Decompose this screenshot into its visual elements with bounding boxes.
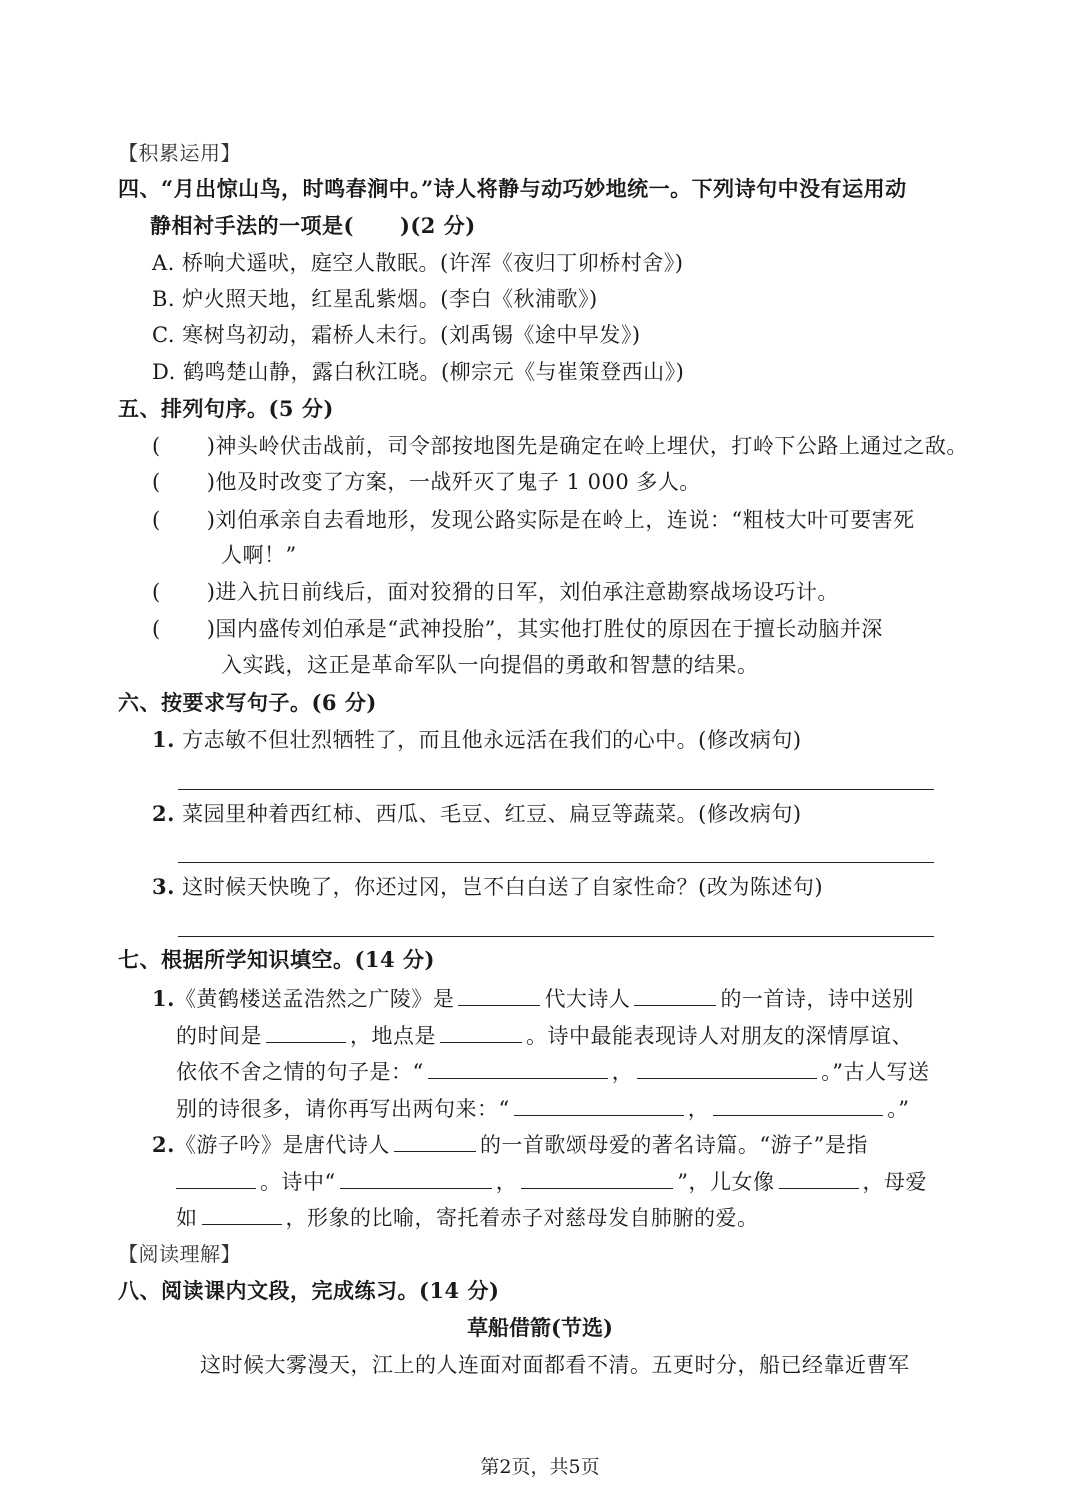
q7-i2-c: 。诗中“ — [260, 1170, 336, 1194]
q7-i2-g: 如 — [176, 1206, 198, 1230]
q7-item-1-num: 1. — [152, 986, 175, 1011]
q7-i1-h: ， — [611, 1060, 634, 1084]
q4-option-b: B. 炉火照天地，红星乱紫烟。(李白《秋浦歌》) — [152, 287, 598, 311]
q7-i1-i: 。”古人写送 — [821, 1060, 930, 1084]
page-footer: 第2页，共5页 — [480, 1456, 600, 1478]
q6-item-3-num: 3. — [152, 874, 175, 899]
q5-item-5-text: 国内盛传刘伯承是“武神投胎”，其实他打胜仗的原因在于擅长动脑并深 — [215, 617, 883, 641]
q5-item-2: ( )他及时改变了方案，一战歼灭了鬼子 1 000 多人。 — [152, 470, 701, 494]
q7-i1-g: 依依不舍之情的句子是：“ — [176, 1060, 424, 1084]
q7-i2-d: ， — [495, 1170, 518, 1194]
q7-i1-e: ，地点是 — [350, 1024, 436, 1048]
q6-item-3-text: 这时候天快晚了，你还过冈，岂不白白送了自家性命？(改为陈述句) — [182, 875, 824, 899]
q7-blank-mother-love[interactable] — [202, 1202, 282, 1225]
q7-i1-c: 的一首诗，诗中送别 — [720, 987, 914, 1011]
q4-score: )(2 分) — [399, 213, 476, 238]
passage-line-1: 这时候大雾漫天，江上的人连面对面都看不清。五更时分，船已经靠近曹军 — [200, 1353, 910, 1377]
q7-item-1-line1 — [152, 983, 914, 1014]
q7-blank-time[interactable] — [266, 1020, 346, 1043]
q6-answer-line-2[interactable] — [178, 862, 934, 863]
q5-item-5: ( )国内盛传刘伯承是“武神投胎”，其实他打胜仗的原因在于擅长动脑并深 — [152, 617, 883, 641]
q7-item-1-line2 — [176, 1020, 913, 1051]
q7-blank-verse-b[interactable] — [521, 1166, 673, 1189]
q6-answer-line-1[interactable] — [178, 789, 934, 790]
passage-title: 草船借箭(节选) — [467, 1315, 613, 1340]
q5-title: 五、排列句序。(5 分) — [118, 396, 334, 421]
q6-item-1-num: 1. — [152, 727, 175, 752]
q7-i1-b: 代大诗人 — [544, 987, 631, 1011]
q6-item-1-text: 方志敏不但壮烈牺牲了，而且他永远活在我们的心中。(修改病句) — [182, 728, 802, 752]
q7-item-2-line2 — [176, 1166, 927, 1197]
q6-item-2 — [152, 799, 802, 829]
q7-item-1-line3 — [176, 1056, 930, 1087]
q7-i1-a: 《黄鹤楼送孟浩然之广陵》是 — [174, 987, 455, 1011]
q7-i2-a: 《游子吟》是唐代诗人 — [174, 1133, 390, 1157]
q5-item-4: ( )进入抗日前线后，面对狡猾的日军，刘伯承注意勘察战场设巧计。 — [152, 580, 839, 604]
q7-i2-h: ，形象的比喻，寄托着赤子对慈母发自肺腑的爱。 — [285, 1206, 759, 1230]
q7-i1-l: 。” — [887, 1097, 910, 1121]
q7-blank-farewell-b[interactable] — [713, 1093, 883, 1116]
q7-blank-line-a[interactable] — [428, 1056, 608, 1079]
q7-blank-verse-a[interactable] — [340, 1166, 492, 1189]
q7-item-1-line4 — [176, 1093, 910, 1124]
q7-blank-poet-2[interactable] — [394, 1129, 476, 1152]
q7-blank-poet[interactable] — [634, 983, 716, 1006]
q4-option-d: D. 鹤鸣楚山静，露白秋江晓。(柳宗元《与崔策登西山》) — [152, 360, 685, 384]
q6-title: 六、按要求写句子。(6 分) — [118, 690, 377, 715]
q7-blank-farewell-a[interactable] — [514, 1093, 684, 1116]
q7-item-2-line1 — [152, 1129, 868, 1160]
q4-stem-line1: 四、“月出惊山鸟，时鸣春涧中。”诗人将静与动巧妙地统一。下列诗句中没有运用动 — [118, 176, 907, 201]
q7-i1-f: 。诗中最能表现诗人对朋友的深情厚谊、 — [526, 1024, 913, 1048]
q5-item-1-text: 神头岭伏击战前，司令部按地图先是确定在岭上埋伏，打岭下公路上通过之敌。 — [215, 434, 968, 458]
q7-blank-youzi[interactable] — [176, 1166, 256, 1189]
q4-option-a: A. 桥响犬遥吠，庭空人散眠。(许浑《夜归丁卯桥村舍》) — [152, 251, 684, 275]
q5-item-2-text: 他及时改变了方案，一战歼灭了鬼子 1 000 多人。 — [215, 470, 701, 494]
q6-item-1 — [152, 725, 802, 755]
q4-option-c: C. 寒树鸟初动，霜桥人未行。(刘禹锡《途中早发》) — [152, 323, 641, 347]
q7-i2-f: ，母爱 — [862, 1170, 927, 1194]
q7-item-2-line3 — [176, 1202, 759, 1233]
q8-title: 八、阅读课内文段，完成练习。(14 分) — [118, 1278, 500, 1303]
q6-item-2-text: 菜园里种着西红柿、西瓜、毛豆、红豆、扁豆等蔬菜。(修改病句) — [182, 802, 802, 826]
q5-item-1: ( )神头岭伏击战前，司令部按地图先是确定在岭上埋伏，打岭下公路上通过之敌。 — [152, 434, 968, 458]
q6-answer-line-3[interactable] — [178, 936, 934, 937]
q6-item-2-num: 2. — [152, 801, 175, 826]
q5-item-5-cont: 入实践，这正是革命军队一向提倡的勇敢和智慧的结果。 — [221, 653, 759, 677]
q5-item-3: ( )刘伯承亲自去看地形，发现公路实际是在岭上，连说：“粗枝大叶可要害死 — [152, 508, 915, 532]
q6-item-3 — [152, 872, 823, 902]
section-label-reading: 【阅读理解】 — [118, 1242, 241, 1266]
q7-i1-k: ， — [687, 1097, 710, 1121]
q7-i1-j: 别的诗很多，请你再写出两句来：“ — [176, 1097, 510, 1121]
q7-i1-d: 的时间是 — [176, 1024, 262, 1048]
q7-blank-place[interactable] — [440, 1020, 522, 1043]
q7-i2-b: 的一首歌颂母爱的著名诗篇。“游子”是指 — [479, 1133, 868, 1157]
q5-item-3-text: 刘伯承亲自去看地形，发现公路实际是在岭上，连说：“粗枝大叶可要害死 — [215, 508, 915, 532]
q7-item-2-num: 2. — [152, 1132, 175, 1157]
section-label-accumulate: 【积累运用】 — [118, 141, 241, 165]
q7-blank-dynasty[interactable] — [458, 983, 540, 1006]
q7-i2-e: ”，儿女像 — [677, 1170, 775, 1194]
q7-blank-line-b[interactable] — [637, 1056, 817, 1079]
q4-stem-text: 静相衬手法的一项是( — [150, 213, 354, 238]
q7-title: 七、根据所学知识填空。(14 分) — [118, 947, 435, 972]
q5-item-4-text: 进入抗日前线后，面对狡猾的日军，刘伯承注意勘察战场设巧计。 — [215, 580, 839, 604]
q7-blank-children[interactable] — [779, 1166, 859, 1189]
q5-item-3-cont: 人啊！” — [221, 543, 297, 567]
q4-stem-line2 — [150, 211, 476, 241]
